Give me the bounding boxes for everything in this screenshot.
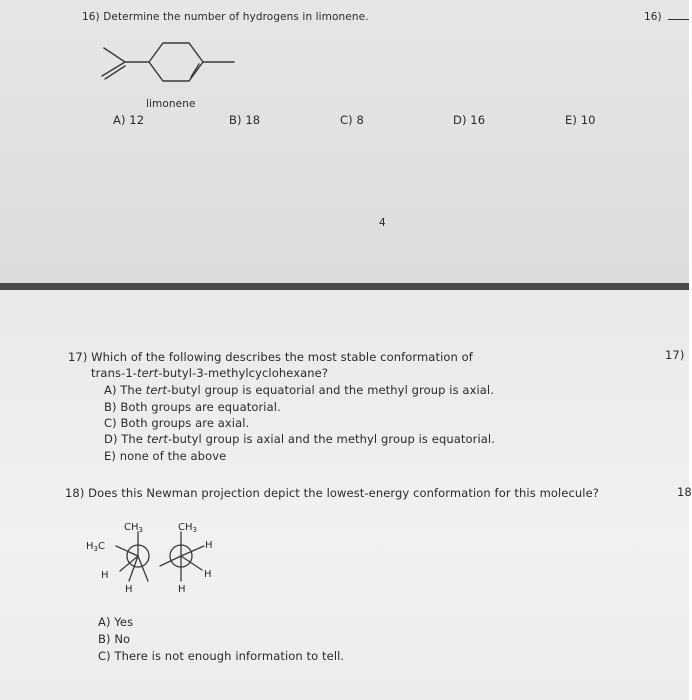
newman-h-right-top: H (205, 540, 213, 551)
q16-choice-d[interactable]: D) 16 (453, 113, 486, 127)
q17-choice-e[interactable]: E) none of the above (104, 449, 227, 463)
q18-question: 18) Does this Newman projection depict the lowest-energy conformation for this molecule? (65, 486, 599, 500)
page-divider (0, 283, 689, 290)
q16-choice-a[interactable]: A) 12 (113, 113, 145, 127)
q17-choice-c[interactable]: C) Both groups are axial. (104, 416, 250, 430)
newman-h-right: H (204, 569, 212, 580)
limonene-label: limonene (146, 98, 196, 110)
newman-ch3-left: $CH_3$ (124, 522, 143, 534)
newman-h-bottom-left: H (125, 584, 133, 595)
newman-h-bottom-right: H (178, 584, 186, 595)
q18-choice-c[interactable]: C) There is not enough information to tell. (98, 649, 345, 663)
newman-ch3-right: $CH_3$ (178, 522, 197, 534)
q16-choice-c[interactable]: C) 8 (340, 113, 364, 127)
page-number: 4 (379, 217, 386, 229)
newman-h-left: H (101, 570, 109, 581)
newman-h3c: $H_3C$ (86, 541, 105, 553)
q16-question: 16) Determine the number of hydrogens in limonene. (82, 11, 369, 23)
q17-choice-d[interactable]: D) The tert-butyl group is axial and the methyl group is equatorial. (104, 432, 495, 446)
q16-choice-b[interactable]: B) 18 (229, 113, 261, 127)
q16-choice-e[interactable]: E) 10 (565, 113, 596, 127)
q17-answer-label: 17) (665, 348, 685, 362)
q17-question-line2: trans-1-tert-butyl-3-methylcyclohexane? (91, 366, 329, 380)
q16-answer-label: 16) (644, 11, 662, 23)
q17-choice-a[interactable]: A) The tert-butyl group is equatorial and the methyl group is axial. (104, 383, 494, 397)
q17-choice-b[interactable]: B) Both groups are equatorial. (104, 400, 281, 414)
limonene-structure (95, 35, 245, 105)
q18-choice-a[interactable]: A) Yes (98, 615, 134, 629)
newman-projection (82, 518, 232, 600)
q16-answer-blank[interactable] (668, 19, 689, 20)
q17-question-line1: 17) Which of the following describes the most stable conformation of (68, 350, 473, 364)
q18-choice-b[interactable]: B) No (98, 632, 131, 646)
q18-answer-label: 18 (677, 485, 692, 499)
